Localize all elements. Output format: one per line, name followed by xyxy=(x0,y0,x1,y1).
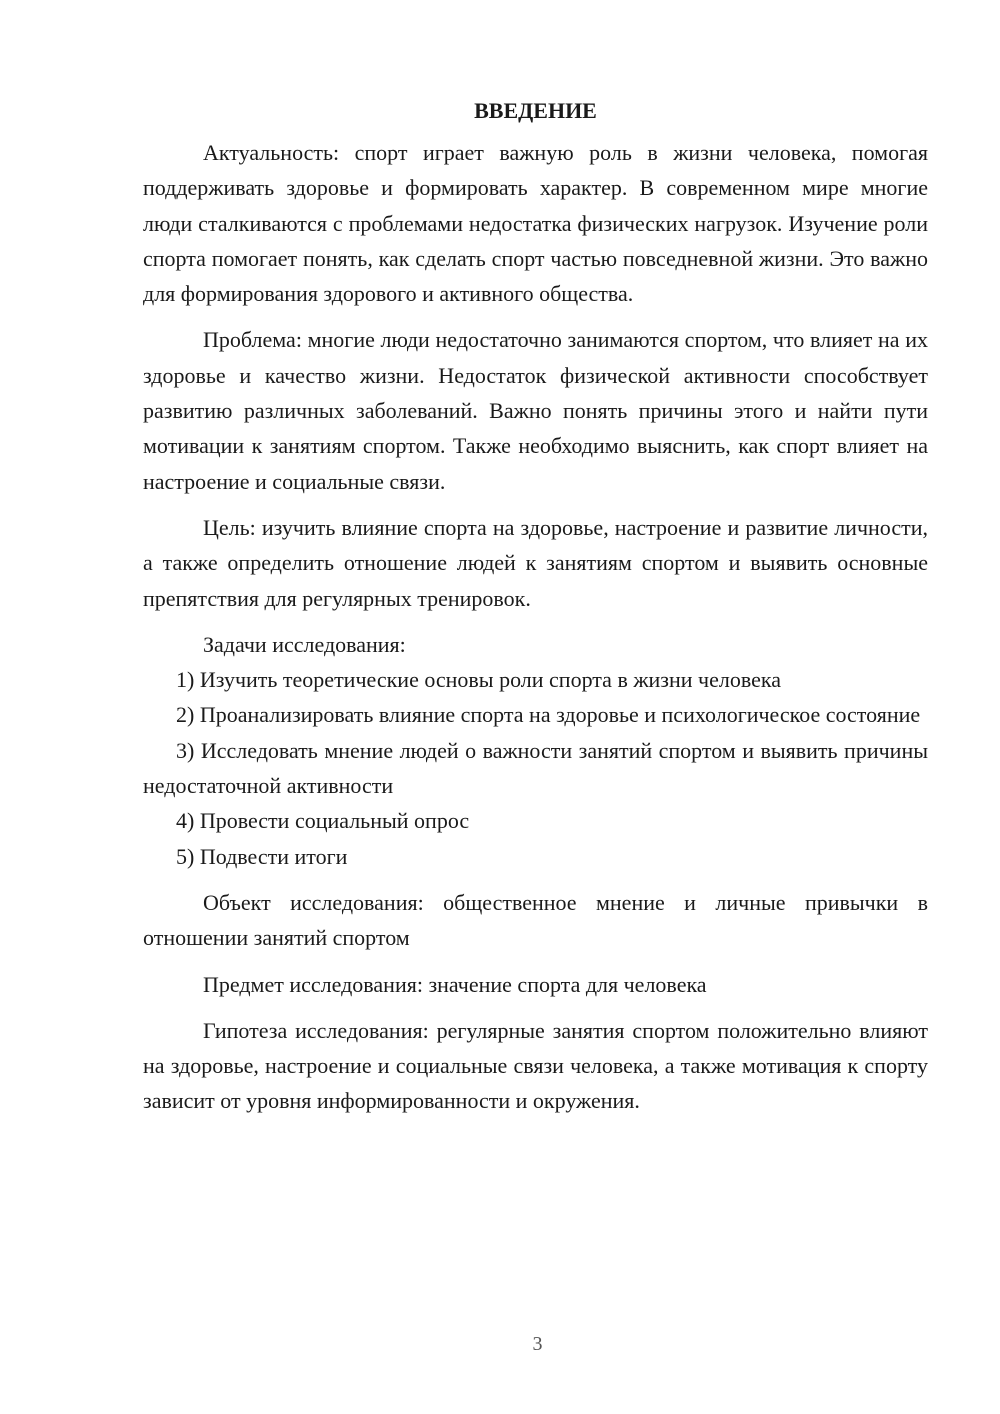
task-item-4: 4) Провести социальный опрос xyxy=(176,808,470,834)
problem-paragraph: Проблема: многие люди недостаточно занимаются спортом, что влияет на их здоровье и качество жизни. Недостаток физической активности способствует развитию различных заболеваний. Важно понять причины этого и найти пути мотивации к занятиям спортом. Также необходимо выяснить, как спорт влияет на настроение и социальные связи. xyxy=(143,327,928,494)
task-item-2: 2) Проанализировать влияние спорта на здоровье и психологическое состояние xyxy=(176,702,921,728)
subject-paragraph: Предмет исследования: значение спорта для человека xyxy=(203,971,707,997)
object-paragraph: Объект исследования: общественное мнение и личные привычки в отношении занятий спортом xyxy=(143,889,928,951)
tasks-heading: Задачи исследования: xyxy=(203,631,406,657)
goal-paragraph: Цель: изучить влияние спорта на здоровье, настроение и развитие личности, а также определить отношение людей к занятиям спортом и выявить основные препятствия для регулярных тренировок. xyxy=(143,514,928,611)
task-item-3: 3) Исследовать мнение людей о важности занятий спортом и выявить причины недостаточной активности xyxy=(143,737,928,799)
relevance-paragraph: Актуальность: спорт играет важную роль в жизни человека, помогая поддерживать здоровье и формировать характер. В современном мире многие люди сталкиваются с проблемами недостатка физических нагрузок. Изучение роли спорта помогает понять, как сделать спорт частью повседневной жизни. Это важно для формирования здорового и активного общества. xyxy=(143,140,928,307)
section-title: ВВЕДЕНИЕ xyxy=(474,98,597,123)
hypothesis-paragraph: Гипотеза исследования: регулярные занятия спортом положительно влияют на здоровье, настроение и социальные связи человека, а также мотивация к спорту зависит от уровня информированности и окружения. xyxy=(143,1017,928,1114)
document-body xyxy=(143,96,928,1119)
task-item-1: 1) Изучить теоретические основы роли спорта в жизни человека xyxy=(176,667,781,693)
page-number: 3 xyxy=(532,1333,543,1355)
task-item-5: 5) Подвести итоги xyxy=(176,843,348,869)
